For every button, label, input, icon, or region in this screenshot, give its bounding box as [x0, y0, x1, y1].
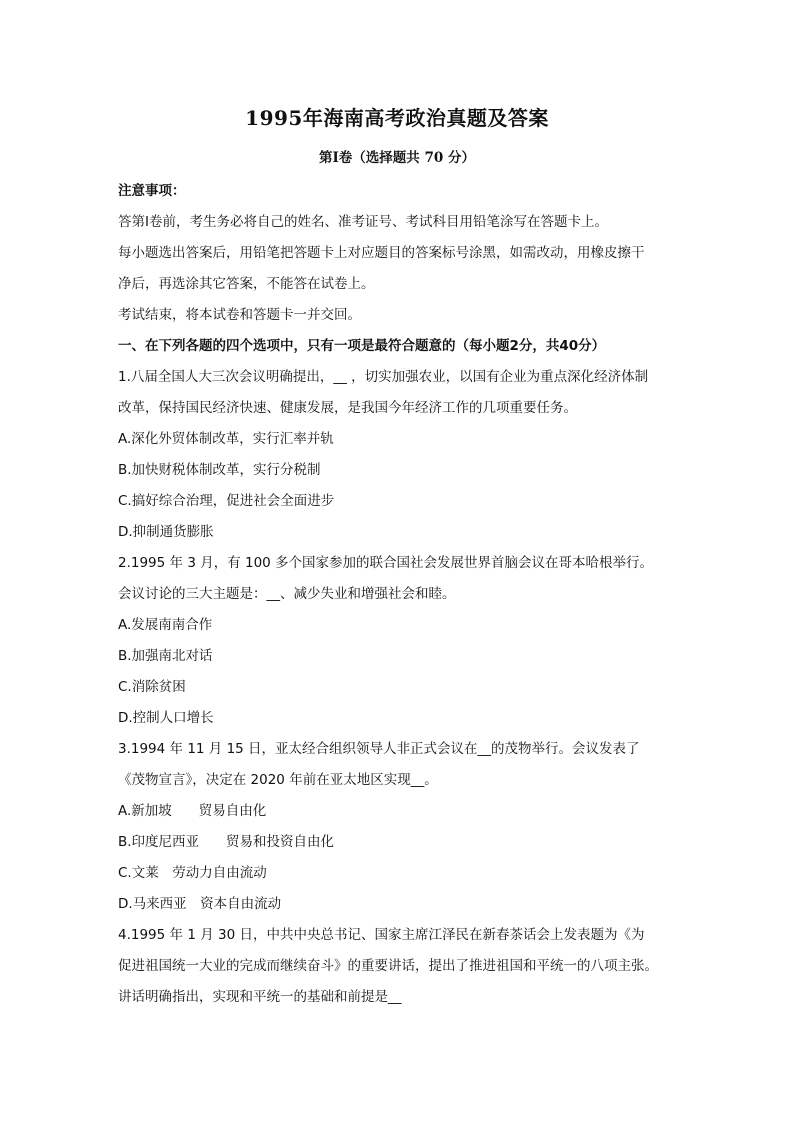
question-2: [118, 548, 688, 734]
document-body: [118, 176, 688, 1013]
notice-heading: 注意事项：: [118, 183, 186, 199]
notice-line: 答第Ⅰ卷前，考生务必将自己的姓名、准考证号、考试科目用铅笔涂写在答题卡上。: [118, 214, 608, 230]
question-1: [118, 362, 688, 548]
question-4: [118, 920, 688, 1013]
question-stem: 4.1995 年 1 月 30 日，中共中央总书记、国家主席江泽民在新春茶话会上发表题为《为: [118, 927, 645, 943]
option-a: A.新加坡 贸易自由化: [118, 803, 267, 819]
question-stem: 1.八届全国人大三次会议明确提出，__ ，切实加强农业，以国有企业为重点深化经济体制: [118, 369, 649, 385]
option-c: C.文莱 劳动力自由流动: [118, 865, 267, 881]
option-d: D.马来西亚 资本自由流动: [118, 896, 282, 912]
question-stem: 2.1995 年 3 月，有 100 多个国家参加的联合国社会发展世界首脑会议在哥本哈根举行。: [118, 555, 654, 571]
question-3: [118, 734, 688, 920]
option-a: A.深化外贸体制改革，实行汇率并轨: [118, 431, 334, 447]
option-a: A.发展南南合作: [118, 617, 213, 633]
question-stem: 改革，保持国民经济快速、健康发展，是我国今年经济工作的几项重要任务。: [118, 400, 577, 416]
option-b: B.加强南北对话: [118, 648, 213, 664]
notice-line: 每小题选出答案后，用铅笔把答题卡上对应题目的答案标号涂黑，如需改动，用橡皮擦干: [118, 245, 645, 261]
question-stem: 促进祖国统一大业的完成而继续奋斗》的重要讲话，提出了推进祖国和平统一的八项主张。: [118, 958, 658, 974]
section-heading: 一、在下列各题的四个选项中，只有一项是最符合题意的（每小题2分，共40分）: [118, 338, 606, 354]
question-stem: 讲话明确指出，实现和平统一的基础和前提是__: [118, 989, 402, 1005]
notice-line: 净后，再选涂其它答案，不能答在试卷上。: [118, 276, 375, 292]
section-subtitle: 第Ⅰ卷（选择题共 70 分）: [318, 150, 475, 166]
question-stem: 会议讨论的三大主题是：__、减少失业和增强社会和睦。: [118, 586, 456, 602]
document-title: 1995年海南高考政治真题及答案: [245, 106, 549, 130]
question-stem: 3.1994 年 11 月 15 日，亚太经合组织领导人非正式会议在__的茂物举行。会议发表了: [118, 741, 640, 757]
notice-line: 考试结束，将本试卷和答题卡一并交回。: [118, 307, 361, 323]
option-c: C.搞好综合治理，促进社会全面进步: [118, 493, 335, 509]
option-b: B.加快财税体制改革，实行分税制: [118, 462, 321, 478]
option-c: C.消除贫困: [118, 679, 186, 695]
option-d: D.抑制通货膨胀: [118, 524, 214, 540]
option-b: B.印度尼西亚 贸易和投资自由化: [118, 834, 335, 850]
option-d: D.控制人口增长: [118, 710, 214, 726]
question-stem: 《茂物宣言》，决定在 2020 年前在亚太地区实现__。: [118, 772, 438, 788]
